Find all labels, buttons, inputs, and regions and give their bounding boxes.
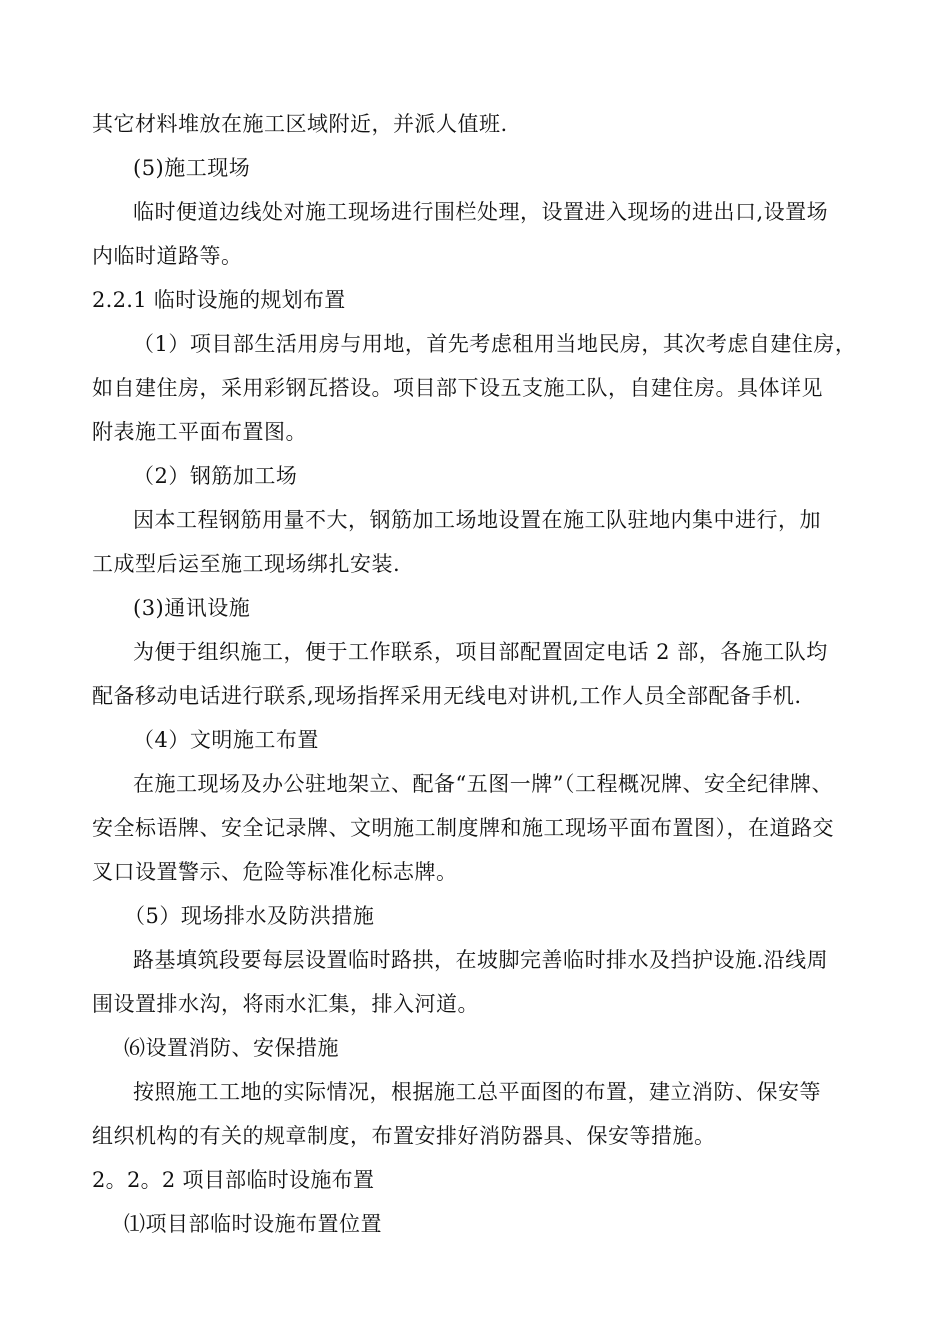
- paragraph-line: 路基填筑段要每层设置临时路拱，在坡脚完善临时排水及挡护设施.沿线周: [133, 948, 829, 972]
- subheading-construction-site: (5)施工现场: [133, 156, 251, 180]
- paragraph-line: 因本工程钢筋用量不大，钢筋加工场地设置在施工队驻地内集中进行，加: [133, 508, 821, 532]
- subheading-facility-location: ⑴项目部临时设施布置位置: [124, 1212, 382, 1236]
- paragraph-line: 在施工现场及办公驻地架立、配备“五图一牌”（工程概况牌、安全纪律牌、: [133, 772, 833, 796]
- paragraph-line: 组织机构的有关的规章制度，布置安排好消防器具、保安等措施。: [92, 1124, 716, 1148]
- paragraph-line: 附表施工平面布置图。: [92, 420, 307, 444]
- paragraph-line: 配备移动电话进行联系,现场指挥采用无线电对讲机,工作人员全部配备手机.: [92, 684, 802, 708]
- subheading-fire-security: ⑹设置消防、安保措施: [124, 1036, 339, 1060]
- paragraph-line: （1）项目部生活用房与用地，首先考虑租用当地民房，其次考虑自建住房，: [133, 332, 857, 356]
- paragraph-line: 安全标语牌、安全记录牌、文明施工制度牌和施工现场平面布置图），在道路交: [92, 816, 834, 840]
- paragraph-line: 临时便道边线处对施工现场进行围栏处理，设置进入现场的进出口,设置场: [133, 200, 829, 224]
- paragraph-line: 如自建住房，采用彩钢瓦搭设。项目部下设五支施工队，自建住房。具体详见: [92, 376, 823, 400]
- section-heading-2-2-1: 2.2.1 临时设施的规划布置: [92, 288, 346, 312]
- subheading-rebar-yard: （2）钢筋加工场: [133, 464, 298, 488]
- section-heading-2-2-2: 2。2。2 项目部临时设施布置: [92, 1168, 375, 1192]
- paragraph-line: 按照施工工地的实际情况，根据施工总平面图的布置，建立消防、保安等: [133, 1080, 821, 1104]
- paragraph-line: 其它材料堆放在施工区域附近，并派人值班.: [92, 112, 508, 136]
- paragraph-line: 围设置排水沟，将雨水汇集，排入河道。: [92, 992, 479, 1016]
- paragraph-line: 内临时道路等。: [92, 244, 243, 268]
- subheading-civilized-construction: （4）文明施工布置: [133, 728, 319, 752]
- paragraph-line: 为便于组织施工，便于工作联系，项目部配置固定电话 2 部，各施工队均: [133, 640, 828, 664]
- subheading-drainage-flood: （5）现场排水及防洪措施: [124, 904, 375, 928]
- paragraph-line: 叉口设置警示、危险等标准化标志牌。: [92, 860, 458, 884]
- paragraph-line: 工成型后运至施工现场绑扎安装.: [92, 552, 401, 576]
- subheading-communication: (3)通讯设施: [133, 596, 251, 620]
